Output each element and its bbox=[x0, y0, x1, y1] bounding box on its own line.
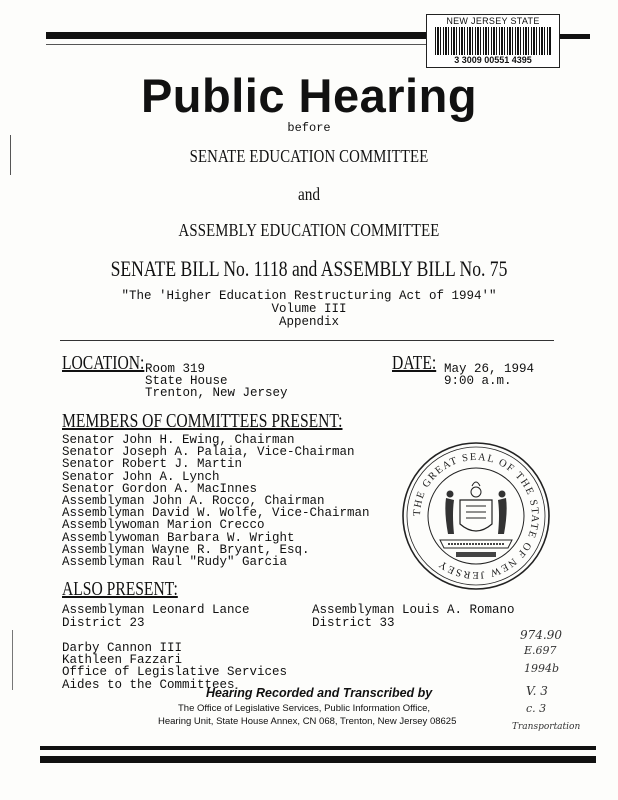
committee-1-wrap bbox=[0, 146, 618, 167]
member-item: Senator Joseph A. Palaia, Vice-Chairman bbox=[62, 445, 355, 460]
time-value: 9:00 a.m. bbox=[444, 374, 512, 388]
section-divider bbox=[60, 340, 554, 341]
library-barcode-label bbox=[426, 14, 560, 68]
handwritten-call-number-1: 974.90 bbox=[520, 628, 562, 642]
page-title: Public Hearing bbox=[140, 69, 478, 122]
bottom-rule bbox=[40, 746, 596, 750]
member-item: Assemblyman Raul "Rudy" Garcia bbox=[62, 555, 288, 570]
staff-item: Office of Legislative Services bbox=[62, 665, 288, 680]
committee-assembly: ASSEMBLY EDUCATION COMMITTEE bbox=[178, 220, 440, 240]
location-city: Trenton, New Jersey bbox=[145, 386, 288, 400]
seal-text: THE GREAT SEAL OF THE STATE OF NEW JERSEY bbox=[411, 451, 541, 581]
bills-wrap bbox=[0, 256, 618, 282]
volume-text: Volume III bbox=[271, 302, 347, 316]
also-right-name: Assemblyman Louis A. Romano bbox=[312, 603, 515, 617]
before-text: before bbox=[287, 121, 331, 135]
staff-item: Kathleen Fazzari bbox=[62, 653, 183, 668]
also-present-label: ALSO PRESENT: bbox=[62, 578, 178, 600]
also-right-district: District 33 bbox=[312, 616, 395, 630]
barcode-number: 3 3009 00551 4395 bbox=[454, 55, 532, 65]
date-label: DATE: bbox=[392, 352, 437, 374]
footer-office: The Office of Legislative Services, Public Information Office, bbox=[178, 703, 431, 714]
staff-item: Darby Cannon III bbox=[62, 641, 183, 655]
also-left-district: District 23 bbox=[62, 616, 145, 630]
state-seal-icon bbox=[400, 440, 552, 592]
bottom-rule-thick bbox=[40, 756, 596, 763]
footer-unit: Hearing Unit, State House Annex, CN 068, Trenton, New Jersey 08625 bbox=[158, 716, 457, 727]
members-list bbox=[62, 434, 370, 568]
member-item: Assemblywoman Marion Crecco bbox=[62, 518, 265, 533]
act-title: "The 'Higher Education Restructuring Act of 1994'" bbox=[121, 289, 497, 303]
member-item: Assemblyman Wayne R. Bryant, Esq. bbox=[62, 542, 310, 557]
committee-2-wrap bbox=[0, 220, 618, 241]
location-label: LOCATION: bbox=[62, 352, 145, 374]
member-item: Assemblyman John A. Rocco, Chairman bbox=[62, 494, 325, 509]
recorded-by: Hearing Recorded and Transcribed by bbox=[206, 686, 433, 700]
members-label: MEMBERS OF COMMITTEES PRESENT: bbox=[62, 410, 343, 432]
also-left-name: Assemblyman Leonard Lance bbox=[62, 603, 250, 617]
member-item: Senator John A. Lynch bbox=[62, 469, 220, 484]
library-name: NEW JERSEY STATE bbox=[446, 16, 540, 26]
svg-text:THE GREAT SEAL OF THE STATE OF bbox=[412, 452, 540, 580]
member-item: Senator John H. Ewing, Chairman bbox=[62, 433, 295, 447]
handwritten-call-number-2: E.697 bbox=[524, 644, 557, 657]
member-item: Senator Robert J. Martin bbox=[62, 457, 243, 472]
handwritten-copy: c. 3 bbox=[526, 702, 547, 715]
member-item: Assemblywoman Barbara W. Wright bbox=[62, 530, 295, 545]
and-text: and bbox=[297, 184, 321, 204]
barcode-icon bbox=[435, 27, 551, 55]
handwritten-volume: V. 3 bbox=[526, 684, 548, 698]
top-thin-rule bbox=[46, 44, 426, 45]
margin-mark-left bbox=[10, 135, 11, 175]
top-rule bbox=[46, 32, 426, 39]
location-building: State House bbox=[145, 374, 228, 388]
handwritten-call-number-3: 1994b bbox=[524, 662, 560, 675]
appendix-text: Appendix bbox=[278, 315, 339, 329]
staff-item: Aides to the Committees bbox=[62, 677, 235, 692]
committee-senate: SENATE EDUCATION COMMITTEE bbox=[189, 146, 429, 166]
margin-mark-left-2 bbox=[12, 630, 13, 690]
member-item: Assemblyman David W. Wolfe, Vice-Chairman bbox=[62, 506, 370, 521]
location-room: Room 319 bbox=[145, 362, 206, 376]
top-rule-right bbox=[560, 34, 590, 39]
date-value: May 26, 1994 bbox=[444, 362, 535, 376]
bill-numbers: SENATE BILL No. 1118 and ASSEMBLY BILL No. 75 bbox=[110, 256, 508, 281]
member-item: Senator Gordon A. MacInnes bbox=[62, 481, 258, 496]
staff-list bbox=[62, 642, 287, 691]
handwritten-note: Transportation bbox=[512, 722, 581, 732]
